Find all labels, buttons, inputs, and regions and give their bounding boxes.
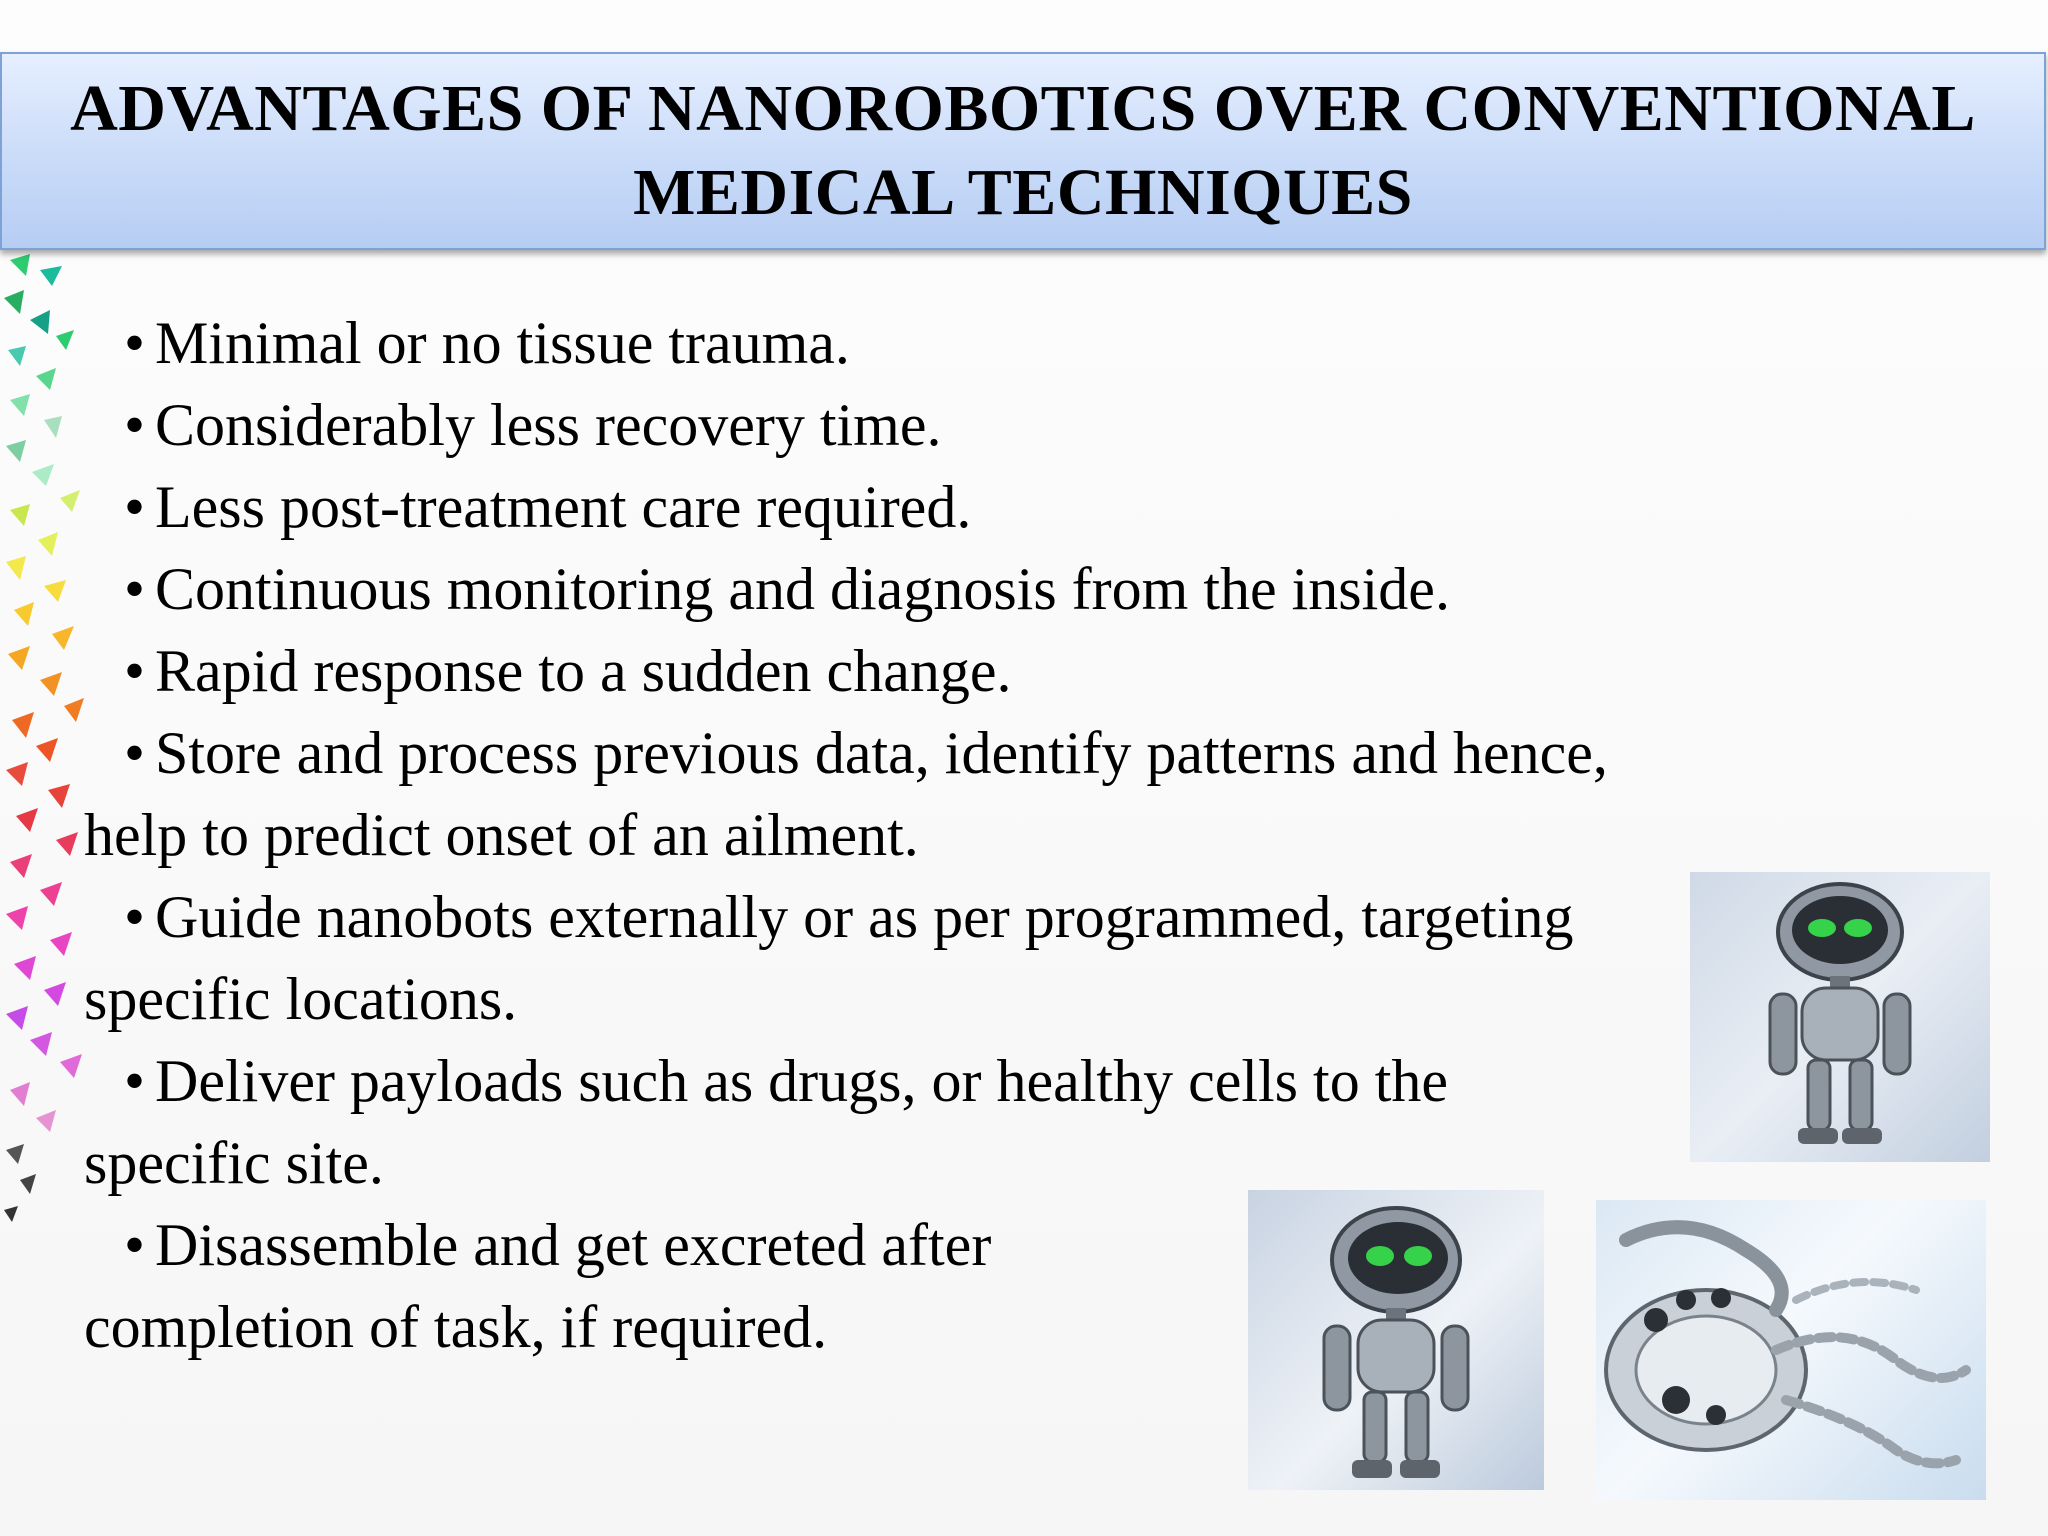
robot-image-bottom [1248,1190,1544,1490]
list-item [124,466,1824,548]
bullet-icon: • [124,720,146,786]
bullet-icon: • [124,556,146,622]
robot-standing-icon [1248,1190,1544,1490]
list-item-text: Considerably less recovery time. [155,392,942,458]
bullet-icon: • [124,474,146,540]
list-item [124,548,1824,630]
nanobot-crawler-image [1596,1200,1986,1500]
page-title-line-2: MEDICAL TECHNIQUES [633,156,1413,229]
list-item-continuation: help to predict onset of an ailment. [84,802,919,868]
list-item-continuation: specific locations. [84,966,518,1032]
list-item-text: Deliver payloads such as drugs, or healthy cells to the [155,1048,1449,1114]
list-item [124,384,1824,466]
bullet-icon: • [124,392,146,458]
list-item-text: Less post-treatment care required. [155,474,972,540]
bullet-icon: • [124,310,146,376]
bullet-icon: • [124,884,146,950]
list-item-continuation: specific site. [84,1130,384,1196]
bullet-icon: • [124,1048,146,1114]
page-title-line-1: ADVANTAGES OF NANOROBOTICS OVER CONVENTIONAL [70,72,1976,145]
robot-image-top [1690,872,1990,1162]
list-item [124,630,1824,712]
bullet-icon: • [124,1212,146,1278]
list-item [84,876,1824,1040]
advantages-list [84,302,1824,1368]
list-item-text: Guide nanobots externally or as per programmed, targeting [155,884,1574,950]
list-item-text: Disassemble and get excreted after [155,1212,992,1278]
list-item-text: Minimal or no tissue trauma. [155,310,850,376]
list-item [84,712,1824,876]
confetti-decoration-icon [0,250,100,1250]
list-item [124,302,1824,384]
list-item-text: Continuous monitoring and diagnosis from the inside. [155,556,1450,622]
list-item-text: Store and process previous data, identify patterns and hence, [155,720,1608,786]
robot-standing-icon [1690,872,1990,1162]
bullet-icon: • [124,638,146,704]
list-item-continuation: completion of task, if required. [84,1294,828,1360]
nanobot-crawler-icon [1596,1200,1986,1500]
list-item-text: Rapid response to a sudden change. [155,638,1012,704]
list-item [84,1040,1824,1204]
title-banner [0,52,2046,250]
list-item [84,1204,1824,1368]
